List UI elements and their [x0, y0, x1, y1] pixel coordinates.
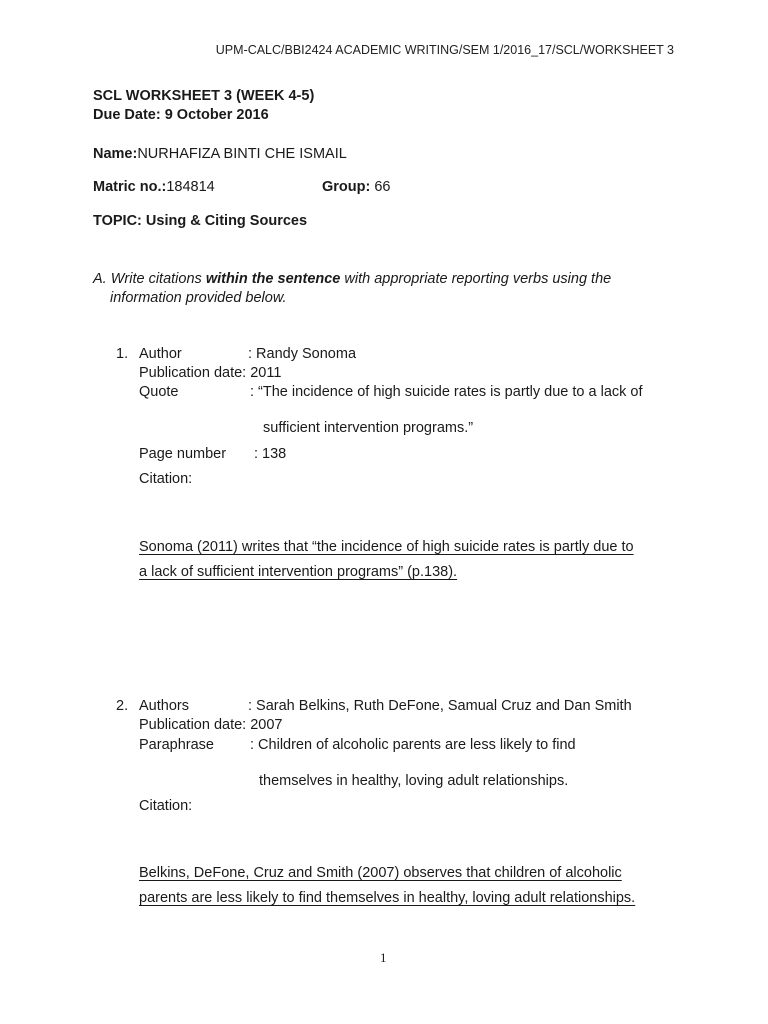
item-2-answer-line-1: Belkins, DeFone, Cruz and Smith (2007) observes that children of alcoholic [139, 865, 622, 881]
group-label: Group: [322, 179, 371, 195]
matric-label: Matric no.: [93, 179, 167, 195]
group-row [322, 179, 391, 195]
student-name-row [93, 146, 347, 162]
item-2-citation-label: Citation: [139, 798, 193, 814]
item-1-page-value: : 138 [254, 446, 287, 462]
item-2-author-value: : Sarah Belkins, Ruth DeFone, Samual Cruz and Dan Smith [248, 698, 632, 714]
instruction-line-1: A. Write citations within the sentence with appropriate reporting verbs using the [93, 271, 612, 287]
group-value: 66 [374, 179, 391, 195]
item-1-quote-line-2: sufficient intervention programs.” [263, 420, 474, 436]
item-1-number: 1. [116, 346, 129, 362]
item-1-citation-label: Citation: [139, 471, 193, 487]
item-1-pubdate: Publication date: 2011 [139, 365, 282, 381]
item-1-author-value: : Randy Sonoma [248, 346, 357, 362]
topic-heading: TOPIC: Using & Citing Sources [93, 213, 308, 229]
name-label: Name: [93, 146, 138, 162]
item-1-answer-line-2: a lack of sufficient intervention programs” (p.138). [139, 564, 458, 580]
matric-row [93, 179, 215, 195]
worksheet-title: SCL WORKSHEET 3 (WEEK 4-5) [93, 88, 315, 104]
name-value: NURHAFIZA BINTI CHE ISMAIL [137, 146, 347, 162]
item-2-paraphrase-line-2: themselves in healthy, loving adult relationships. [259, 773, 569, 789]
item-2-pubdate: Publication date: 2007 [139, 717, 283, 733]
item-2-paraphrase-label: Paraphrase [139, 737, 214, 753]
item-1-author-label: Author [139, 346, 182, 362]
due-date: Due Date: 9 October 2016 [93, 107, 269, 123]
item-2-paraphrase-line-1: : Children of alcoholic parents are less likely to find [250, 737, 576, 753]
running-header: UPM-CALC/BBI2424 ACADEMIC WRITING/SEM 1/2016_17/SCL/WORKSHEET 3 [215, 43, 674, 57]
item-2-answer-line-2: parents are less likely to find themselves in healthy, loving adult relationships. [139, 890, 636, 906]
matric-value: 184814 [166, 179, 215, 195]
item-1-answer-line-1: Sonoma (2011) writes that “the incidence of high suicide rates is partly due to [139, 539, 634, 555]
item-1-quote-line-1: : “The incidence of high suicide rates is partly due to a lack of [250, 384, 643, 400]
item-2-number: 2. [116, 698, 129, 714]
instruction-emphasis: within the sentence [205, 271, 341, 287]
instruction-line-2: information provided below. [110, 290, 287, 306]
item-2-author-label: Authors [139, 698, 189, 714]
item-1-page-label: Page number [139, 446, 227, 462]
page-number: 1 [380, 950, 387, 965]
item-1-quote-label: Quote [139, 384, 179, 400]
